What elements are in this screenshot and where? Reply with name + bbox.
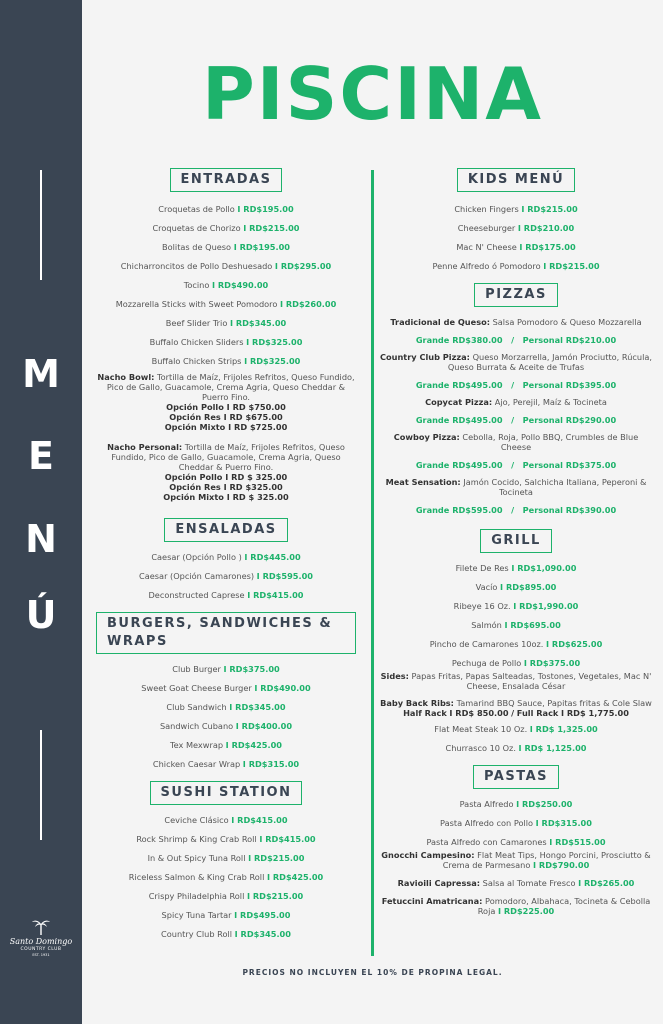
item-name: Deconstructed Caprese [148, 590, 245, 600]
grill-list-2 [378, 724, 654, 753]
menu-item [378, 563, 654, 573]
item-price: I RD$515.00 [549, 837, 606, 847]
menu-item [96, 891, 356, 901]
pizza-item [378, 477, 654, 515]
footer-note: PRECIOS NO INCLUYEN EL 10% DE PROPINA LEGAL. [242, 968, 503, 977]
menu-item [378, 261, 654, 271]
item-price: I RD$215.00 [543, 261, 600, 271]
nacho-bowl-options [96, 402, 356, 432]
pizza-desc: Cebolla, Roja, Pollo BBQ, Crumbles de Blue Cheese [462, 432, 639, 452]
sides-name: Sides: [380, 671, 409, 681]
nacho-bowl-name: Nacho Bowl: [97, 372, 155, 382]
pizza-desc-row [378, 317, 654, 327]
pizza-prices-text: Grande RD$380.00 / Personal RD$210.00 [415, 335, 617, 345]
club-logo [6, 918, 76, 957]
menu-item [96, 552, 356, 562]
pizza-prices [378, 460, 654, 470]
item-name: Riceless Salmon & King Crab Roll [128, 872, 265, 882]
item-price: I RD$250.00 [516, 799, 573, 809]
nacho-personal [96, 442, 356, 502]
menu-item [96, 872, 356, 882]
item-price: I RD$625.00 [546, 639, 603, 649]
logo-est: EST. 1931 [32, 953, 50, 957]
section-title-grill: GRILL [480, 529, 552, 553]
item-name: Filete De Res [455, 563, 509, 573]
pizza-prices [378, 415, 654, 425]
menu-letter-m: M [22, 352, 60, 396]
ensaladas-list [96, 552, 356, 600]
section-title-ensaladas: ENSALADAS [164, 518, 287, 542]
item-price: I RD$445.00 [244, 552, 301, 562]
item-price: I RD$415.00 [231, 815, 288, 825]
menu-item [378, 242, 654, 252]
item-name: Crispy Philadelphia Roll [148, 891, 245, 901]
pasta-fetuccini [378, 896, 654, 916]
item-name: Caesar (Opción Camarones) [139, 571, 255, 581]
menu-item [96, 242, 356, 252]
item-name: Pincho de Camarones 10oz. [429, 639, 544, 649]
menu-item [96, 834, 356, 844]
item-price: I RD$295.00 [274, 261, 332, 271]
column-divider [371, 170, 374, 956]
item-name: Pasta Alfredo con Pollo [440, 818, 534, 828]
item-price: I RD$400.00 [235, 721, 293, 731]
menu-item [96, 664, 356, 674]
item-name: Chicken Caesar Wrap [152, 759, 241, 769]
item-name: Salmón [471, 620, 502, 630]
item-name: Croquetas de Chorizo [152, 223, 241, 233]
pizza-name: Copycat Pizza: [425, 397, 493, 407]
ribs-name: Baby Back Ribs: [380, 698, 454, 708]
pasta-ravioli [378, 878, 654, 888]
item-name: Ribeye 16 Oz. [453, 601, 511, 611]
pizza-name: Cowboy Pizza: [393, 432, 460, 442]
menu-item [96, 759, 356, 769]
pizza-prices-text: Grande RD$495.00 / Personal RD$375.00 [415, 460, 617, 470]
nacho-bowl-option: Opción Pollo I RD $750.00 [166, 402, 286, 412]
page-title: PISCINA [201, 52, 544, 136]
item-price: I RD$415.00 [247, 590, 304, 600]
grill-sides [378, 671, 654, 691]
item-name: Sandwich Cubano [159, 721, 234, 731]
item-price: I RD$490.00 [211, 280, 269, 290]
item-price: I RD$495.00 [234, 910, 291, 920]
ribs-full-price: I RD$ 1,775.00 [560, 708, 629, 718]
nacho-bowl-option: Opción Res I RD $675.00 [169, 412, 283, 422]
menu-item [378, 639, 654, 649]
item-name: Caesar (Opción Pollo ) [151, 552, 242, 562]
nacho-personal-desc: Tortilla de Maíz, Frijoles Refritos, Queso Fundido, Pico de Gallo, Guacamole, Crema Agria, Queso Cheddar & Puerro Fino. [111, 442, 345, 472]
pizza-desc-row [378, 477, 654, 497]
menu-item [96, 280, 356, 290]
item-price: I RD$325.00 [244, 356, 301, 366]
sides-desc: Papas Fritas, Papas Salteadas, Tostones, Vegetales, Mac N' Cheese, Ensalada César [411, 671, 652, 691]
nacho-bowl [96, 372, 356, 432]
menu-item [378, 818, 654, 828]
left-column [96, 168, 356, 939]
menu-item [96, 299, 356, 309]
menu-item [96, 356, 356, 366]
grill-list [378, 563, 654, 668]
item-name: Penne Alfredo ó Pomodoro [432, 261, 541, 271]
nacho-bowl-option: Opción Mixto I RD $725.00 [164, 422, 288, 432]
menu-item [96, 261, 356, 271]
item-price: I RD$1,990.00 [513, 601, 579, 611]
item-price: I RD$195.00 [237, 204, 294, 214]
item-name: Chicharroncitos de Pollo Deshuesado [120, 261, 273, 271]
item-name: Chicken Fingers [454, 204, 519, 214]
menu-item [378, 743, 654, 753]
item-price: I RD$595.00 [256, 571, 313, 581]
item-name: Club Sandwich [166, 702, 227, 712]
item-name: Churrasco 10 Oz. [445, 743, 516, 753]
ravioli-name: Ravioili Capressa: [397, 878, 481, 888]
section-title-sushi: SUSHI STATION [150, 781, 303, 805]
ravioli-desc: Salsa al Tomate Fresco [482, 878, 576, 888]
item-name: Croquetas de Pollo [158, 204, 235, 214]
item-name: Mac N' Cheese [456, 242, 517, 252]
nacho-personal-option: Opción Mixto I RD $ 325.00 [163, 492, 289, 502]
palm-tree-icon [30, 918, 52, 936]
pizzas-list [378, 317, 654, 515]
menu-item [378, 601, 654, 611]
kids-list [378, 204, 654, 271]
pizza-prices [378, 335, 654, 345]
section-title-pizzas: PIZZAS [474, 283, 558, 307]
item-name: Cheeseburger [457, 223, 516, 233]
nacho-personal-options [96, 472, 356, 502]
item-price: I RD$375.00 [523, 658, 581, 668]
item-price: I RD$490.00 [254, 683, 311, 693]
item-price: I RD$195.00 [233, 242, 290, 252]
ribs-half-label: Half Rack [403, 708, 447, 718]
fetuccini-price: I RD$225.00 [497, 906, 555, 916]
pizza-desc: Queso Morzarrella, Jamón Prociutto, Rúcula, Queso Burrata & Aceite de Trufas [447, 352, 652, 372]
menu-item [96, 590, 356, 600]
right-column [378, 168, 654, 916]
pizza-prices [378, 380, 654, 390]
menu-item [96, 204, 356, 214]
menu-item [96, 740, 356, 750]
nacho-bowl-desc: Tortilla de Maíz, Frijoles Refritos, Queso Fundido, Pico de Gallo, Guacamole, Crema Agria, Queso Cheddar & Puerro Fino. [106, 372, 355, 402]
menu-letter-n: N [25, 517, 57, 561]
item-name: Pechuga de Pollo [451, 658, 522, 668]
item-name: Spicy Tuna Tartar [161, 910, 232, 920]
menu-item [96, 683, 356, 693]
nacho-personal-option: Opción Pollo I RD $ 325.00 [164, 472, 288, 482]
item-price: I RD$215.00 [243, 223, 300, 233]
pizza-item [378, 317, 654, 345]
menu-item [378, 658, 654, 668]
menu-item [96, 929, 356, 939]
pizza-desc: Ajo, Perejil, Maíz & Tocineta [494, 397, 607, 407]
pizza-name: Country Club Pizza: [380, 352, 470, 362]
nacho-personal-option: Opción Res I RD $325.00 [169, 482, 283, 492]
menu-item [378, 582, 654, 592]
menu-item [378, 837, 654, 847]
item-price: I RD$325.00 [246, 337, 303, 347]
item-name: Mozzarella Sticks with Sweet Pomodoro [115, 299, 278, 309]
menu-letter-e: E [28, 434, 54, 478]
nacho-personal-name: Nacho Personal: [107, 442, 183, 452]
sidebar-line-bottom [40, 730, 42, 840]
pizza-desc-row [378, 397, 654, 407]
section-title-kids: KIDS MENÚ [457, 168, 575, 192]
item-price: I RD$175.00 [519, 242, 576, 252]
pizza-desc: Salsa Pomodoro & Queso Mozzarella [492, 317, 642, 327]
fetuccini-desc: Pomodoro, Albahaca, Tocineta & Cebolla Roja [477, 896, 651, 916]
item-price: I RD$345.00 [234, 929, 291, 939]
logo-sub: COUNTRY CLUB [20, 947, 62, 952]
entradas-list [96, 204, 356, 366]
pizza-desc-row [378, 352, 654, 372]
item-name: Tocino [183, 280, 210, 290]
sushi-list [96, 815, 356, 939]
pizza-prices-text: Grande RD$495.00 / Personal RD$395.00 [415, 380, 617, 390]
fetuccini-name: Fetuccini Amatricana: [381, 896, 483, 906]
item-price: I RD$ 1,325.00 [529, 724, 598, 734]
menu-item [96, 853, 356, 863]
item-price: I RD$260.00 [279, 299, 337, 309]
item-name: Buffalo Chicken Sliders [149, 337, 244, 347]
item-name: Bolitas de Queso [162, 242, 232, 252]
gnocchi-name: Gnocchi Campesino: [381, 850, 475, 860]
menu-item [96, 721, 356, 731]
pizza-item [378, 432, 654, 470]
menu-item [96, 910, 356, 920]
gnocchi-price: I RD$790.00 [533, 860, 590, 870]
section-title-entradas: ENTRADAS [170, 168, 283, 192]
item-name: Vacío [475, 582, 498, 592]
pizza-name: Tradicional de Queso: [390, 317, 490, 327]
item-name: Country Club Roll [161, 929, 233, 939]
burgers-list [96, 664, 356, 769]
item-name: Flat Meat Steak 10 Oz. [434, 724, 528, 734]
menu-item [378, 620, 654, 630]
item-price: I RD$ 1,125.00 [518, 743, 587, 753]
ravioli-price: I RD$265.00 [578, 878, 635, 888]
pizza-item [378, 352, 654, 390]
section-title-pastas: PASTAS [473, 765, 559, 789]
item-price: I RD$415.00 [259, 834, 316, 844]
gnocchi-desc: Flat Meat Tips, Hongo Porcini, Prosciutto & Crema de Parmesano [442, 850, 651, 870]
pizza-name: Meat Sensation: [385, 477, 461, 487]
item-name: Pasta Alfredo con Camarones [426, 837, 547, 847]
item-name: Buffalo Chicken Strips [151, 356, 242, 366]
pizza-prices [378, 505, 654, 515]
item-price: I RD$210.00 [517, 223, 575, 233]
menu-item [96, 702, 356, 712]
item-name: Sweet Goat Cheese Burger [141, 683, 252, 693]
menu-item [96, 337, 356, 347]
ribs-separator: / [511, 708, 515, 718]
pizza-desc-row [378, 432, 654, 452]
item-price: I RD$425.00 [225, 740, 282, 750]
item-name: Tex Mexwrap [170, 740, 224, 750]
item-price: I RD$895.00 [500, 582, 557, 592]
item-price: I RD$695.00 [504, 620, 561, 630]
item-name: Rock Shrimp & King Crab Roll [136, 834, 257, 844]
ribs-half-price: I RD$ 850.00 [449, 708, 509, 718]
menu-item [96, 815, 356, 825]
menu-item [378, 204, 654, 214]
pizza-item [378, 397, 654, 425]
menu-item [96, 223, 356, 233]
menu-item [378, 223, 654, 233]
item-price: I RD$375.00 [223, 664, 280, 674]
menu-item [378, 724, 654, 734]
pizza-prices-text: Grande RD$595.00 / Personal RD$390.00 [415, 505, 617, 515]
section-title-burgers: BURGERS, SANDWICHES & WRAPS [96, 612, 356, 654]
item-price: I RD$425.00 [266, 872, 324, 882]
pasta-gnocchi [378, 850, 654, 870]
logo-script: Santo Domingo [9, 937, 73, 946]
ribs-full-label: Full Rack [516, 708, 559, 718]
sidebar-line-top [40, 170, 42, 280]
item-name: In & Out Spicy Tuna Roll [147, 853, 246, 863]
pizza-desc: Jamón Cocido, Salchicha Italiana, Peperoni & Tocineta [463, 477, 647, 497]
pizza-prices-text: Grande RD$495.00 / Personal RD$290.00 [415, 415, 617, 425]
item-price: I RD$215.00 [521, 204, 578, 214]
menu-item [378, 799, 654, 809]
item-price: I RD$315.00 [242, 759, 300, 769]
sidebar [0, 0, 82, 1024]
item-name: Beef Slider Trio [165, 318, 228, 328]
menu-letter-u: Ú [25, 593, 57, 637]
pastas-list [378, 799, 654, 847]
menu-item [96, 318, 356, 328]
item-name: Club Burger [172, 664, 221, 674]
item-price: I RD$345.00 [229, 318, 287, 328]
ribs-desc: Tamarind BBQ Sauce, Papitas fritas & Cole Slaw [456, 698, 652, 708]
item-price: I RD$215.00 [246, 891, 304, 901]
item-price: I RD$345.00 [229, 702, 286, 712]
grill-ribs [378, 698, 654, 718]
item-name: Ceviche Clásico [164, 815, 229, 825]
item-price: I RD$215.00 [248, 853, 305, 863]
item-name: Pasta Alfredo [459, 799, 514, 809]
item-price: I RD$1,090.00 [511, 563, 577, 573]
item-price: I RD$315.00 [535, 818, 592, 828]
menu-item [96, 571, 356, 581]
